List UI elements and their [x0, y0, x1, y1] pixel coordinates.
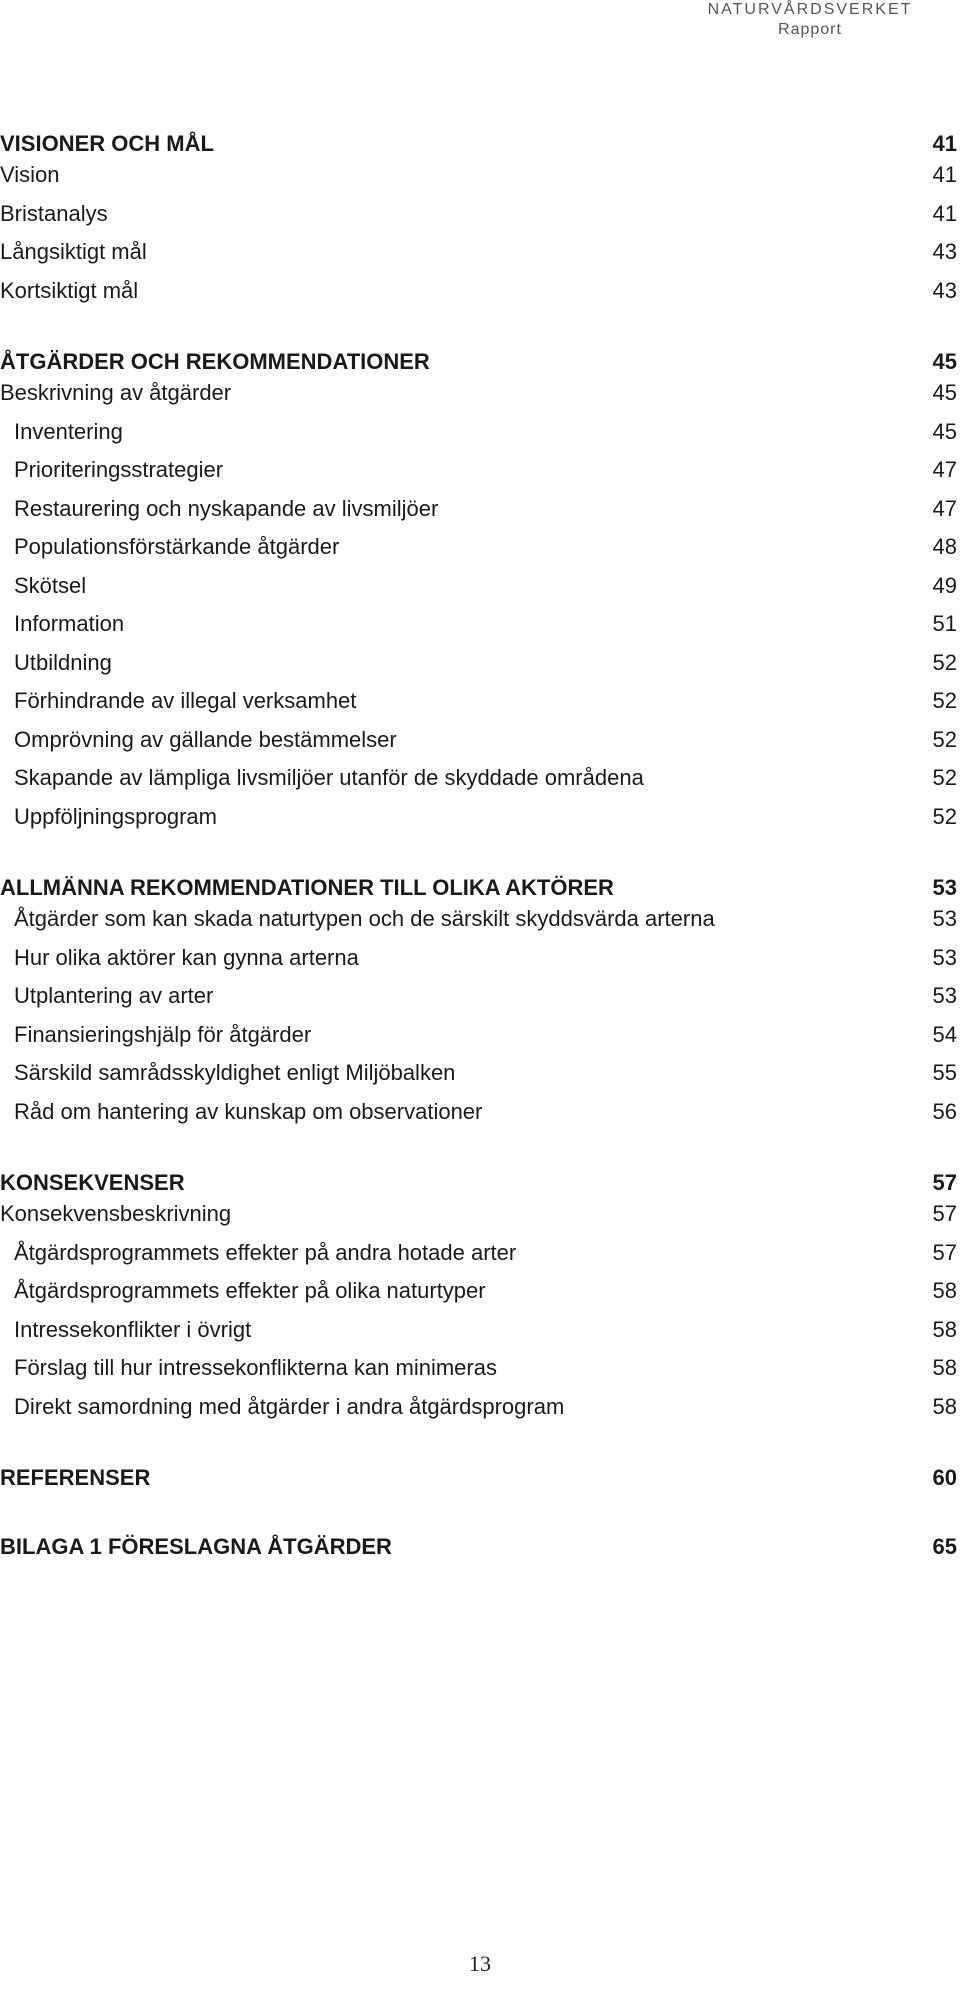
toc-subentry[interactable]: [0, 1274, 960, 1308]
toc-entry-title: Utbildning: [14, 650, 112, 675]
toc-heading-atgarder[interactable]: [0, 345, 960, 379]
toc-subentry[interactable]: [0, 607, 960, 641]
toc-subentry[interactable]: [0, 415, 960, 449]
toc-subentry[interactable]: [0, 761, 960, 795]
toc-heading-title: BILAGA 1 FÖRESLAGNA ÅTGÄRDER: [0, 1534, 392, 1559]
toc-entry-title: Skapande av lämpliga livsmiljöer utanför de skyddade områdena: [14, 765, 644, 790]
toc-heading-referenser[interactable]: [0, 1461, 960, 1495]
toc-entry-page: 56: [932, 1099, 957, 1124]
toc-entry-page: 52: [932, 765, 957, 790]
toc-heading-page: 60: [932, 1465, 957, 1490]
toc-subentry[interactable]: [0, 1236, 960, 1270]
toc-entry-title: Prioriteringsstrategier: [14, 457, 224, 482]
toc-subentry[interactable]: [0, 530, 960, 564]
toc-heading-title: ALLMÄNNA REKOMMENDATIONER TILL OLIKA AKTÖRER: [0, 875, 614, 900]
toc-entry[interactable]: [0, 235, 960, 269]
toc-subentry[interactable]: [0, 569, 960, 603]
toc-entry-title: Åtgärder som kan skada naturtypen och de särskilt skyddsvärda arterna: [14, 906, 715, 931]
toc-entry-title: Omprövning av gällande bestämmelser: [14, 727, 397, 752]
toc-entry-title: Särskild samrådsskyldighet enligt Miljöbalken: [14, 1060, 456, 1085]
toc-entry[interactable]: [0, 274, 960, 308]
toc-entry-title: Hur olika aktörer kan gynna arterna: [14, 945, 359, 970]
toc-entry-page: 41: [932, 162, 957, 187]
toc-entry-page: 52: [932, 727, 957, 752]
toc-entry-page: 58: [932, 1317, 957, 1342]
toc-subentry[interactable]: [0, 723, 960, 757]
toc-entry-page: 45: [932, 380, 957, 405]
toc-entry-page: 58: [932, 1394, 957, 1419]
toc-heading-visioner[interactable]: [0, 127, 960, 161]
toc-subentry[interactable]: [0, 1056, 960, 1090]
toc-heading-page: 57: [932, 1170, 957, 1195]
toc-entry[interactable]: [0, 1197, 960, 1231]
toc-entry-title: Vision: [0, 162, 60, 187]
toc-entry-page: 51: [932, 611, 957, 636]
toc-heading-konsekvenser[interactable]: [0, 1166, 960, 1200]
toc-entry-title: Uppföljningsprogram: [14, 804, 217, 829]
toc-entry-page: 43: [932, 239, 957, 264]
toc-entry-page: 53: [932, 983, 957, 1008]
toc-entry-page: 57: [932, 1240, 957, 1265]
toc-entry-page: 45: [932, 419, 957, 444]
toc-entry-page: 55: [932, 1060, 957, 1085]
toc-entry-title: Skötsel: [14, 573, 87, 598]
toc-entry-title: Direkt samordning med åtgärder i andra åtgärdsprogram: [14, 1394, 565, 1419]
toc-heading-title: ÅTGÄRDER OCH REKOMMENDATIONER: [0, 349, 430, 374]
toc-entry-title: Åtgärdsprogrammets effekter på andra hotade arter: [14, 1240, 517, 1265]
toc-subentry[interactable]: [0, 941, 960, 975]
toc-entry-title: Bristanalys: [0, 201, 108, 226]
toc-entry-page: 53: [932, 945, 957, 970]
toc-entry[interactable]: [0, 376, 960, 410]
header-organization: NATURVÅRDSVERKET: [707, 1, 913, 18]
header-report-type: Rapport: [778, 21, 842, 38]
toc-entry-page: 52: [932, 804, 957, 829]
toc-subentry[interactable]: [0, 800, 960, 834]
toc-heading-title: VISIONER OCH MÅL: [0, 131, 214, 156]
toc-entry-page: 58: [932, 1278, 957, 1303]
toc-subentry[interactable]: [0, 1095, 960, 1129]
toc-entry-title: Utplantering av arter: [14, 983, 214, 1008]
toc-subentry[interactable]: [0, 684, 960, 718]
toc-entry-title: Finansieringshjälp för åtgärder: [14, 1022, 312, 1047]
toc-entry-page: 53: [932, 906, 957, 931]
toc-entry-page: 47: [932, 457, 957, 482]
toc-entry[interactable]: [0, 197, 960, 231]
toc-heading-page: 45: [932, 349, 957, 374]
toc-heading-allmanna[interactable]: [0, 871, 960, 905]
toc-heading-title: REFERENSER: [0, 1465, 151, 1490]
toc-entry[interactable]: [0, 158, 960, 192]
toc-entry-page: 58: [932, 1355, 957, 1380]
toc-heading-page: 65: [932, 1534, 957, 1559]
toc-entry-page: 54: [932, 1022, 957, 1047]
toc-entry-title: Inventering: [14, 419, 123, 444]
toc-subentry[interactable]: [0, 1351, 960, 1385]
running-header: [660, 0, 960, 40]
toc-subentry[interactable]: [0, 646, 960, 680]
toc-subentry[interactable]: [0, 492, 960, 526]
toc-subentry[interactable]: [0, 1390, 960, 1424]
toc-subentry[interactable]: [0, 1313, 960, 1347]
toc-entry-title: Åtgärdsprogrammets effekter på olika naturtyper: [14, 1278, 486, 1303]
toc-heading-bilaga[interactable]: [0, 1530, 960, 1564]
toc-entry-title: Information: [14, 611, 125, 636]
toc-heading-page: 41: [932, 131, 957, 156]
toc-entry-title: Förslag till hur intressekonflikterna kan minimeras: [14, 1355, 497, 1380]
toc-subentry[interactable]: [0, 979, 960, 1013]
toc-entry-page: 57: [932, 1201, 957, 1226]
toc-entry-page: 47: [932, 496, 957, 521]
toc-entry-title: Förhindrande av illegal verksamhet: [14, 688, 357, 713]
toc-entry-page: 52: [932, 688, 957, 713]
toc-entry-title: Restaurering och nyskapande av livsmiljöer: [14, 496, 439, 521]
toc-heading-title: KONSEKVENSER: [0, 1170, 185, 1195]
toc-subentry[interactable]: [0, 453, 960, 487]
toc-entry-title: Intressekonflikter i övrigt: [14, 1317, 252, 1342]
toc-subentry[interactable]: [0, 1018, 960, 1052]
toc-entry-page: 41: [932, 201, 957, 226]
toc-entry-title: Kortsiktigt mål: [0, 278, 139, 303]
toc-heading-page: 53: [932, 875, 957, 900]
toc-entry-page: 52: [932, 650, 957, 675]
toc-entry-page: 48: [932, 534, 957, 559]
toc-entry-page: 49: [932, 573, 957, 598]
toc-entry-page: 43: [932, 278, 957, 303]
page-number: 13: [469, 1951, 491, 1976]
toc-entry-title: Konsekvensbeskrivning: [0, 1201, 232, 1226]
toc-entry-title: Långsiktigt mål: [0, 239, 147, 264]
toc-entry-title: Beskrivning av åtgärder: [0, 380, 232, 405]
toc-entry-title: Populationsförstärkande åtgärder: [14, 534, 340, 559]
toc-subentry[interactable]: [0, 902, 960, 936]
toc-entry-title: Råd om hantering av kunskap om observationer: [14, 1099, 483, 1124]
